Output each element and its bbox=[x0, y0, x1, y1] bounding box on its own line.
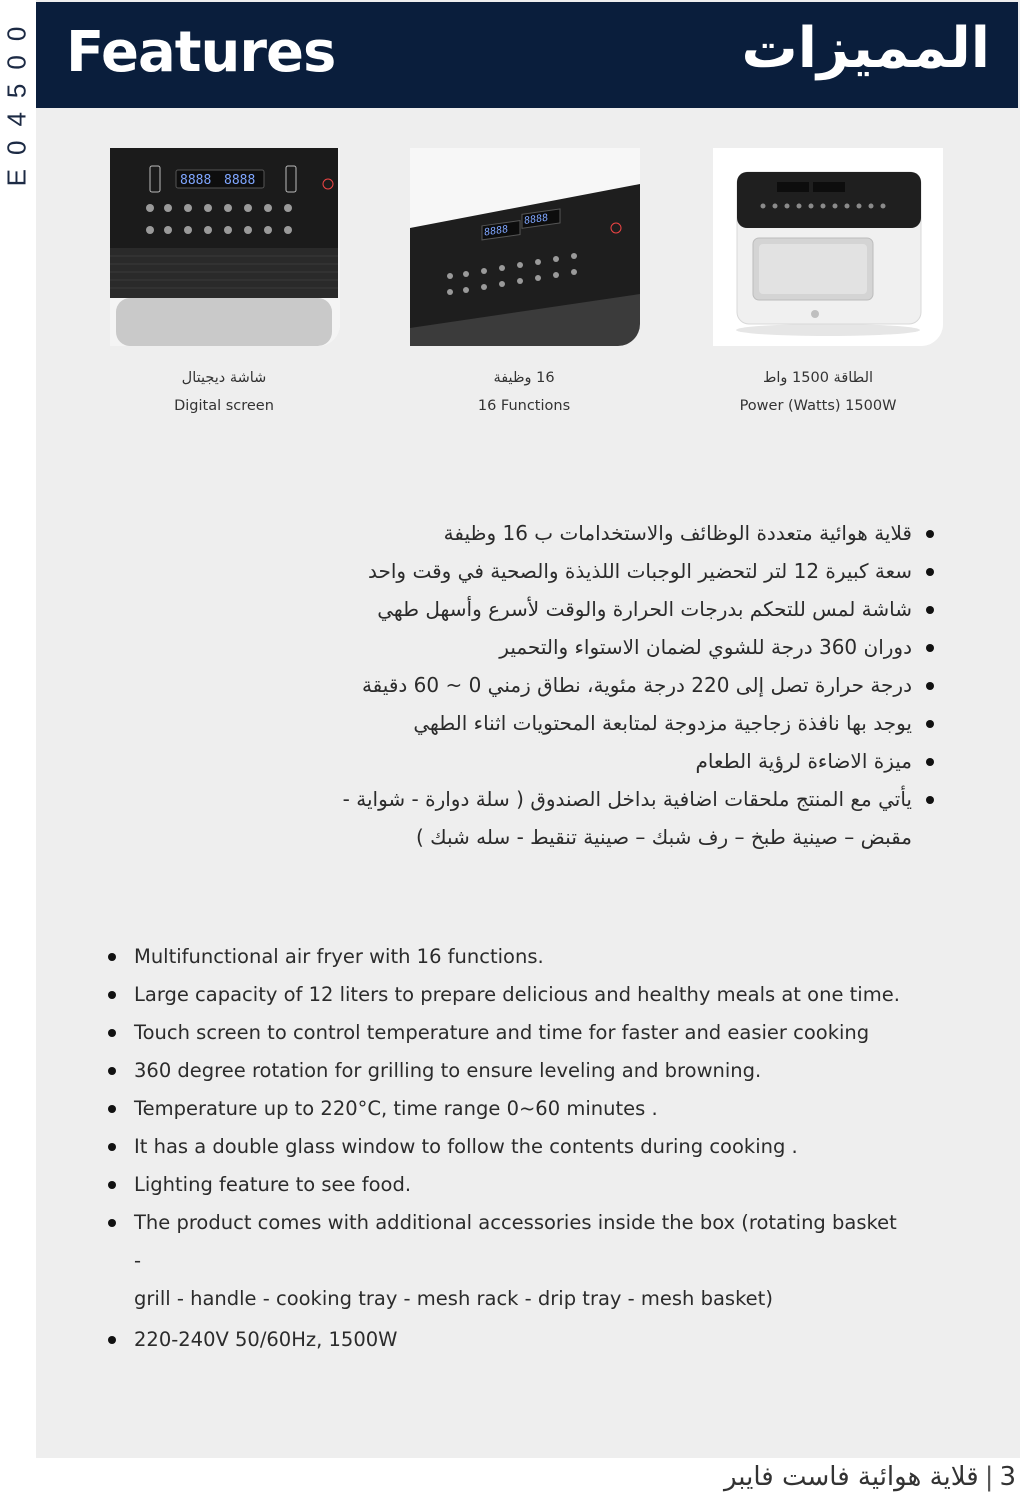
bullet-icon bbox=[926, 644, 934, 652]
list-item-continuation: grill - handle - cooking tray - mesh rack - drip tray - mesh basket) bbox=[134, 1287, 773, 1310]
caption-en: Digital screen bbox=[174, 398, 274, 414]
list-item-continuation: مقبض – صينية طبخ – رف شبك – صينية تنقيط - سله شبك ) bbox=[415, 825, 912, 849]
list-item: 220-240V 50/60Hz, 1500W bbox=[108, 1321, 908, 1359]
display-digits-right: 8888 bbox=[224, 173, 256, 188]
list-item: 360 degree rotation for grilling to ensure leveling and browning. bbox=[108, 1052, 908, 1090]
arabic-feature-list bbox=[234, 514, 934, 856]
air-fryer-image bbox=[713, 148, 943, 346]
bullet-icon bbox=[108, 1219, 116, 1227]
list-item: درجة حرارة تصل إلى 220 درجة مئوية، نطاق زمني 0 ~ 60 دقيقة bbox=[234, 666, 934, 704]
list-item: سعة كبيرة 12 لتر لتحضير الوجبات اللذيذة والصحية في وقت واحد bbox=[234, 552, 934, 590]
bullet-icon bbox=[108, 1105, 116, 1113]
caption-functions bbox=[394, 364, 654, 420]
bullet-icon bbox=[926, 682, 934, 690]
caption-ar: 16 وظيفة bbox=[493, 370, 555, 386]
bullet-icon bbox=[926, 606, 934, 614]
bullet-icon bbox=[926, 758, 934, 766]
bullet-icon bbox=[108, 1029, 116, 1037]
bullet-icon bbox=[108, 1181, 116, 1189]
bullet-icon bbox=[926, 720, 934, 728]
list-item: يأتي مع المنتج ملحقات اضافية بداخل الصندوق ( سلة دوارة - شواية - مقبض – صينية طبخ – رف شبك – صينية تنقيط - سله شبك ) bbox=[234, 780, 934, 856]
bullet-icon bbox=[108, 1067, 116, 1075]
caption-en: Power (Watts) 1500W bbox=[739, 398, 897, 414]
functions-panel-image bbox=[410, 148, 640, 346]
caption-ar: الطاقة 1500 واط bbox=[762, 370, 874, 386]
caption-en: 16 Functions bbox=[477, 398, 571, 414]
panel-digits-left: 8888 bbox=[484, 224, 509, 239]
list-item: دوران 360 درجة للشوي لضمان الاستواء والتحمير bbox=[234, 628, 934, 666]
page-footer bbox=[724, 1462, 1016, 1492]
list-item: Lighting feature to see food. bbox=[108, 1166, 908, 1204]
bullet-icon bbox=[108, 1143, 116, 1151]
list-item: ميزة الاضاءة لرؤية الطعام bbox=[234, 742, 934, 780]
bullet-icon bbox=[926, 530, 934, 538]
page-header bbox=[36, 2, 1018, 108]
footer-title: قلاية هوائية فاست فايبر bbox=[723, 1462, 979, 1492]
caption-ar: شاشة ديجيتال bbox=[181, 370, 267, 386]
list-item: يوجد بها نافذة زجاجية مزدوجة لمتابعة المحتويات اثناء الطهي bbox=[234, 704, 934, 742]
english-feature-list bbox=[108, 938, 908, 1359]
page-number: 3 bbox=[999, 1462, 1016, 1492]
bullet-icon bbox=[108, 953, 116, 961]
list-item: Touch screen to control temperature and time for faster and easier cooking bbox=[108, 1014, 908, 1052]
digital-screen-image bbox=[110, 148, 340, 346]
footer-separator: | bbox=[984, 1462, 994, 1492]
bullet-icon bbox=[926, 796, 934, 804]
panel-digits-right: 8888 bbox=[524, 212, 549, 227]
list-item: شاشة لمس للتحكم بدرجات الحرارة والوقت لأسرع وأسهل طهي bbox=[234, 590, 934, 628]
caption-power bbox=[688, 364, 948, 420]
model-code: E04500 bbox=[1, 12, 32, 186]
list-item: Multifunctional air fryer with 16 functions. bbox=[108, 938, 908, 976]
caption-digital-screen bbox=[94, 364, 354, 420]
list-item: Temperature up to 220°C, time range 0~60 minutes . bbox=[108, 1090, 908, 1128]
title-en: Features bbox=[66, 20, 336, 85]
list-item: It has a double glass window to follow the contents during cooking . bbox=[108, 1128, 908, 1166]
bullet-icon bbox=[108, 991, 116, 999]
list-item: Large capacity of 12 liters to prepare delicious and healthy meals at one time. bbox=[108, 976, 908, 1014]
bullet-icon bbox=[926, 568, 934, 576]
list-item: قلاية هوائية متعددة الوظائف والاستخدامات ب 16 وظيفة bbox=[234, 514, 934, 552]
display-digits-left: 8888 bbox=[180, 173, 212, 188]
list-item: The product comes with additional accessories inside the box (rotating basket - grill - handle - cooking tray - mesh rack - drip tray - mesh basket) bbox=[108, 1204, 908, 1318]
bullet-icon bbox=[108, 1336, 116, 1344]
title-ar: المميزات bbox=[741, 16, 990, 81]
